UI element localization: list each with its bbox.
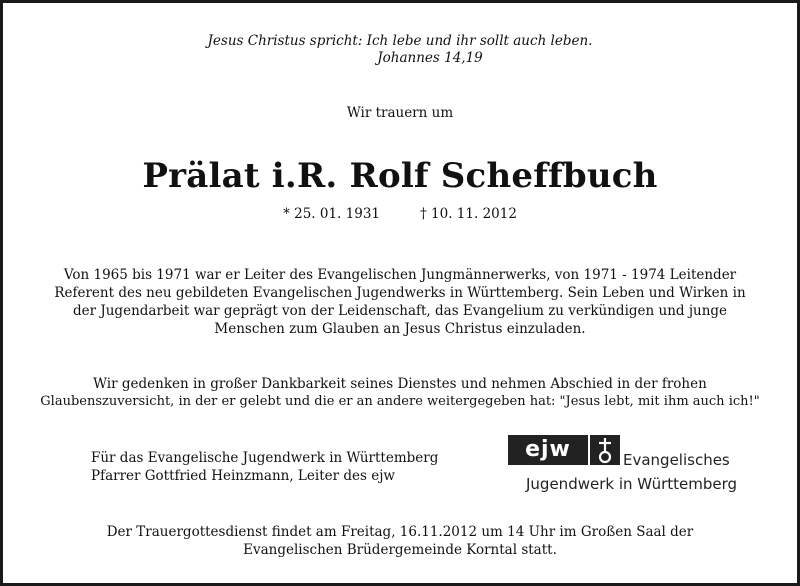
quote-reference: Johannes 14,19 [377, 50, 483, 66]
thanks-line: Wir gedenken in großer Dankbarkeit seines Dienstes und nehmen Abschied in der frohen [93, 376, 707, 392]
service-line: Evangelischen Brüdergemeinde Korntal statt. [243, 542, 557, 558]
logo-text-jugendwerk: Jugendwerk in Württemberg [526, 475, 738, 493]
death-date: † 10. 11. 2012 [420, 206, 517, 222]
signature-person: Pfarrer Gottfried Heinzmann, Leiter des ejw [91, 468, 395, 484]
bible-quote [3, 33, 797, 67]
funeral-service-info [3, 523, 797, 559]
remembrance-text [3, 375, 797, 411]
bio-line: der Jugendarbeit war geprägt von der Leidenschaft, das Evangelium zu verkündigen und junge [72, 303, 728, 319]
bio-line: Referent des neu gebildeten Evangelischen Jugendwerks in Württemberg. Sein Leben und Wirken in [54, 285, 746, 301]
signature-org: Für das Evangelische Jugendwerk in Württemberg [91, 450, 439, 466]
logo-abbr: ejw [508, 435, 588, 465]
thanks-line: Glaubenszuversicht, in der er gelebt und die er an andere weitergegeben hat: "Jesus lebt, mit ihm auch ich!" [40, 394, 760, 409]
signature-block [91, 449, 438, 485]
cross-circle-icon [590, 435, 620, 465]
bio-line: Von 1965 bis 1971 war er Leiter des Evangelischen Jungmännerwerks, von 1971 - 1974 Leitender [63, 267, 737, 283]
birth-date: * 25. 01. 1931 [283, 206, 380, 222]
ejw-logo [508, 435, 748, 497]
logo-text-evangelisches: Evangelisches [623, 451, 730, 469]
life-dates [3, 206, 797, 222]
biography [3, 266, 797, 338]
quote-text: Jesus Christus spricht: Ich lebe und ihr sollt auch leben. [207, 33, 593, 49]
intro-text: Wir trauern um [346, 105, 454, 121]
deceased-name: Prälat i.R. Rolf Scheffbuch [142, 156, 658, 196]
service-line: Der Trauergottesdienst findet am Freitag, 16.11.2012 um 14 Uhr im Großen Saal der [106, 524, 694, 540]
bio-line: Menschen zum Glauben an Jesus Christus einzuladen. [214, 321, 586, 337]
